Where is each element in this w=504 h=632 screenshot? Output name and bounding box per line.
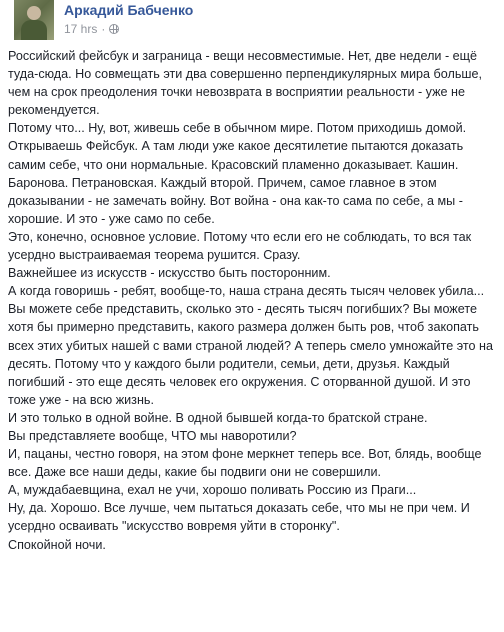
globe-icon[interactable] <box>109 24 119 34</box>
post-paragraph: Потому что... Ну, вот, живешь себе в обычном мире. Потом приходишь домой. Открываешь Фейсбук. А там люди уже какое десятилетие пытаются доказать самим себе, что они нормальные. Красовский пламенно доказывает. Кашин. Баронова. Петрановская. Каждый второй. Причем, самое главное в этом доказывании - не замечать войну. Вот война - она как-то сама по себе, а мы - хорошие. И это - уже само по себе. <box>8 121 467 226</box>
post-paragraph: Ну, да. Хорошо. Все лучше, чем пытаться доказать себе, что мы не при чем. И усердно осваивать "искусство вовремя уйти в сторонку". <box>8 501 470 534</box>
avatar-head-shape <box>27 6 41 20</box>
post-paragraph: Спокойной ночи. <box>8 537 106 552</box>
post-paragraph: И, пацаны, честно говоря, на этом фоне меркнет теперь все. Вот, блядь, вообще все. Даже все наши деды, какие бы подвиги они не совершили. <box>8 447 482 480</box>
post-paragraph: И это только в одной войне. В одной бывшей когда-то братской стране. <box>8 410 428 425</box>
post-meta <box>64 22 119 36</box>
post-timestamp[interactable]: 17 hrs <box>64 22 98 36</box>
meta-separator: · <box>101 22 106 36</box>
post-paragraph: Вы представляете вообще, ЧТО мы наворотили? <box>8 428 297 443</box>
avatar[interactable] <box>14 0 54 40</box>
author-name[interactable]: Аркадий Бабченко <box>64 2 194 18</box>
avatar-body-shape <box>21 20 47 40</box>
post-paragraph: Российский фейсбук и заграница - вещи несовместимые. Нет, две недели - ещё туда-сюда. Но совмещать эти два совершенно перпендикулярных мира больше, чем на срок преодоления точки невозврата в восприятии реальности - уже не рекомендуется. <box>8 49 482 118</box>
post-paragraph: А, муждабаевщина, ехал не учи, хорошо поливать Россию из Праги... <box>8 483 417 498</box>
post-paragraph: А когда говоришь - ребят, вообще-то, наша страна десять тысяч человек убила... Вы можете себе представить, сколько это - десять тысяч погибших? Вы можете хотя бы примерно представить, какого размера должен быть ров, чтоб закопать всех этих убитых нашей с вами страной людей? А теперь смело умножайте это на десять. Потому что у каждого были родители, семьи, дети, друзья. Каждый погибший - это еще десять человек его окружения. С оторванной душой. И это тоже уже - на всю жизнь. <box>8 284 493 407</box>
post-paragraph: Это, конечно, основное условие. Потому что если его не соблюдать, то вся так усердно выстраиваемая теорема рушится. Сразу. <box>8 229 472 263</box>
post-header <box>8 0 496 44</box>
post-body <box>8 47 496 554</box>
post-paragraph: Важнейшее из искусств - искусство быть посторонним. <box>8 266 331 281</box>
